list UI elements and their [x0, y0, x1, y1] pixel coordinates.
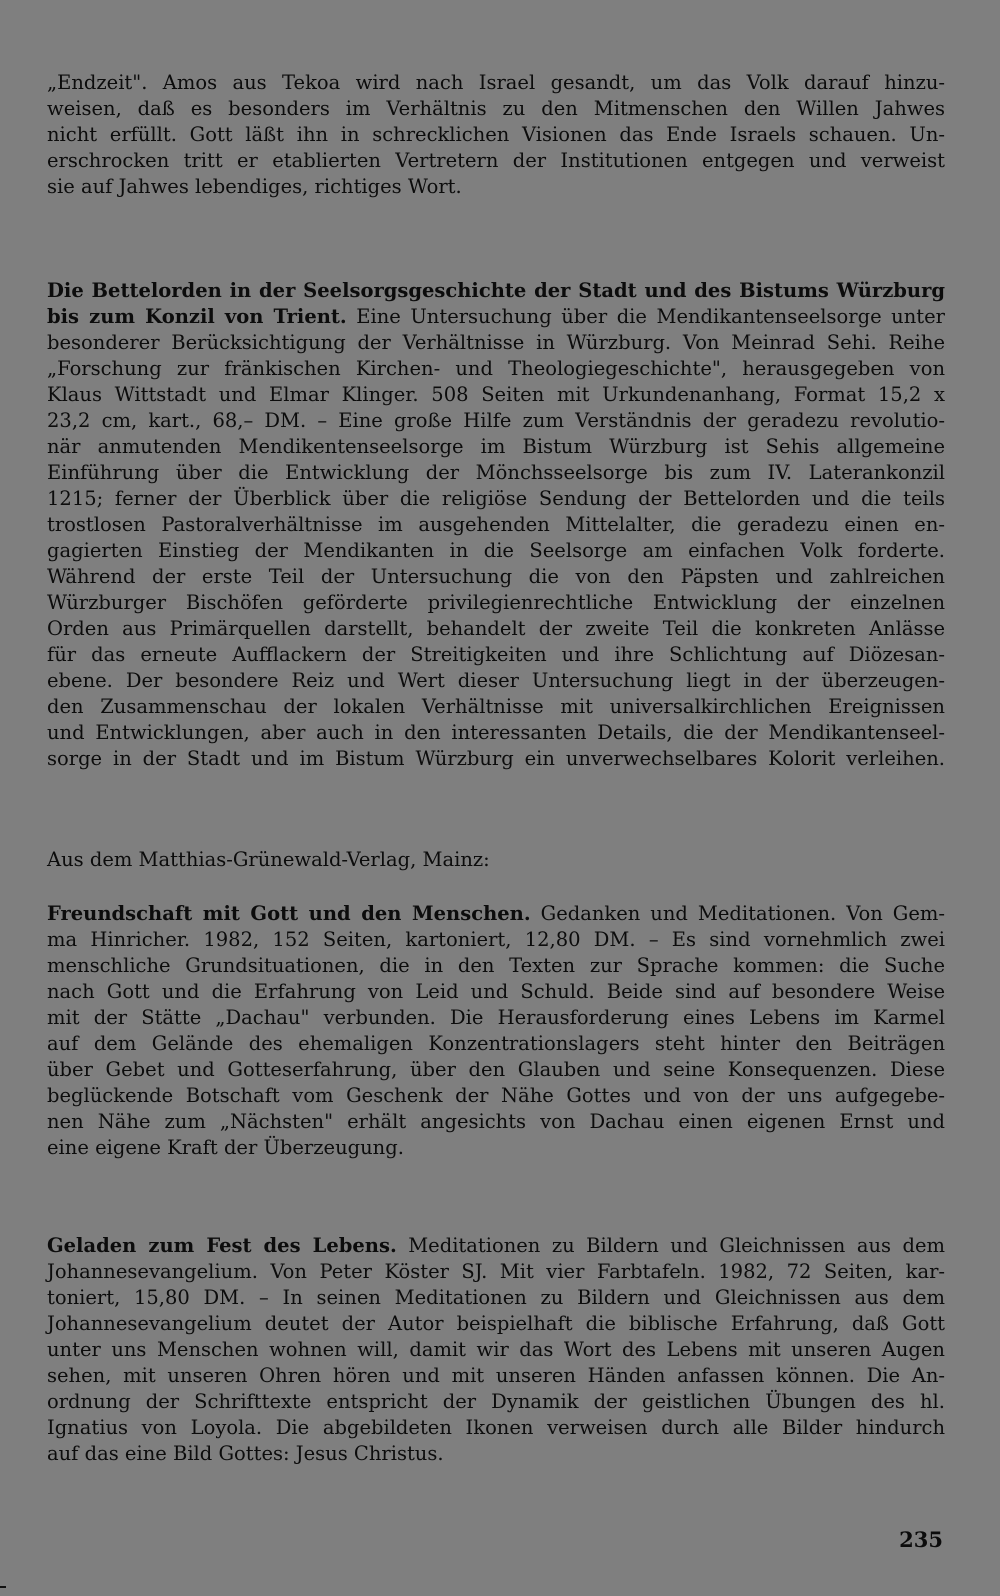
text-line: Einführung über die Entwicklung der Mönchsseelsorge bis zum IV. Laterankonzil: [47, 461, 945, 484]
page-number: 235: [899, 1527, 943, 1552]
text-line: Johannesevangelium deutet der Autor beispielhaft die biblische Erfahrung, daß Gott: [47, 1312, 945, 1335]
text-line: nicht erfüllt. Gott läßt ihn in schrecklichen Visionen das Ende Israels schauen. Un-: [47, 123, 945, 146]
text-line: sehen, mit unseren Ohren hören und mit unseren Händen anfassen können. Die An-: [47, 1364, 945, 1387]
text-line: Während der erste Teil der Untersuchung die von den Päpsten und zahlreichen: [47, 565, 945, 588]
text-line: ebene. Der besondere Reiz und Wert dieser Untersuchung liegt in der überzeugen-: [47, 669, 945, 692]
text-line: auf dem Gelände des ehemaligen Konzentrationslagers steht hinter den Beiträgen: [47, 1032, 945, 1055]
text-line: „Endzeit". Amos aus Tekoa wird nach Israel gesandt, um das Volk darauf hinzu-: [47, 71, 945, 94]
text-line: sorge in der Stadt und im Bistum Würzburg ein unverwechselbares Kolorit verleihen.: [47, 747, 945, 770]
text-line: [47, 901, 945, 927]
text-line: gagierten Einstieg der Mendikanten in die Seelsorge am einfachen Volk forderte.: [47, 539, 945, 562]
text-line: unter uns Menschen wohnen will, damit wir das Wort des Lebens mit unseren Augen: [47, 1338, 945, 1361]
text-line: „Forschung zur fränkischen Kirchen- und Theologiegeschichte", herausgegeben von: [47, 357, 945, 380]
scan-edge-mark: [0, 1586, 6, 1588]
text-line: Klaus Wittstadt und Elmar Klinger. 508 Seiten mit Urkundenanhang, Format 15,2 x: [47, 383, 945, 406]
text-line: den Zusammenschau der lokalen Verhältnisse mit universalkirchlichen Ereignissen: [47, 695, 945, 718]
text-line: für das erneute Aufflackern der Streitigkeiten und ihre Schlichtung auf Diözesan-: [47, 643, 945, 666]
text-line: menschliche Grundsituationen, die in den Texten zur Sprache kommen: die Suche: [47, 954, 945, 977]
text-line: toniert, 15,80 DM. – In seinen Meditationen zu Bildern und Gleichnissen aus dem: [47, 1286, 945, 1309]
text-line: auf das eine Bild Gottes: Jesus Christus.: [47, 1442, 444, 1465]
text-line: när anmutenden Mendikentenseelsorge im Bistum Würzburg ist Sehis allgemeine: [47, 435, 945, 458]
text-line: 1215; ferner der Überblick über die religiöse Sendung der Bettelorden und die teils: [47, 487, 945, 510]
text-line: besonderer Berücksichtigung der Verhältnisse in Würzburg. Von Meinrad Sehi. Reihe: [47, 331, 945, 354]
text-span: Gedanken und Meditationen. Von Gem-: [530, 902, 945, 925]
text-line: beglückende Botschaft vom Geschenk der Nähe Gottes und von der uns aufgegebe-: [47, 1084, 945, 1107]
text-line: ordnung der Schrifttexte entspricht der Dynamik der geistlichen Übungen des hl.: [47, 1390, 945, 1413]
text-line: Orden aus Primärquellen darstellt, behandelt der zweite Teil die konkreten Anlässe: [47, 617, 945, 640]
text-line: über Gebet und Gotteserfahrung, über den Glauben und seine Konsequenzen. Diese: [47, 1058, 945, 1081]
text-line: nach Gott und die Erfahrung von Leid und Schuld. Beide sind auf besondere Weise: [47, 980, 945, 1003]
review-title-cont: bis zum Konzil von Trient.: [47, 305, 347, 328]
review-title: Freundschaft mit Gott und den Menschen.: [47, 902, 531, 925]
text-line: Johannesevangelium. Von Peter Köster SJ. Mit vier Farbtafeln. 1982, 72 Seiten, kar-: [47, 1260, 945, 1283]
text-line: ma Hinricher. 1982, 152 Seiten, kartoniert, 12,80 DM. – Es sind vornehmlich zwei: [47, 928, 945, 951]
text-span: Eine Untersuchung über die Mendikantenseelsorge unter: [346, 305, 945, 328]
text-line: mit der Stätte „Dachau" verbunden. Die Herausforderung eines Lebens im Karmel: [47, 1006, 945, 1029]
text-line: 23,2 cm, kart., 68,– DM. – Eine große Hilfe zum Verständnis der geradezu revolutio-: [47, 409, 945, 432]
review-title: Die Bettelorden in der Seelsorgsgeschichte der Stadt und des Bistums Würzburg: [47, 279, 945, 302]
text-line: trostlosen Pastoralverhältnisse im ausgehenden Mittelalter, die geradezu einen en-: [47, 513, 945, 536]
text-line: sie auf Jahwes lebendiges, richtiges Wort.: [47, 175, 462, 198]
text-line: [47, 1233, 945, 1259]
text-line: Ignatius von Loyola. Die abgebildeten Ikonen verweisen durch alle Bilder hindurch: [47, 1416, 945, 1439]
text-line: und Entwicklungen, aber auch in den interessanten Details, die der Mendikantenseel-: [47, 721, 945, 744]
text-line: eine eigene Kraft der Überzeugung.: [47, 1136, 404, 1159]
text-line: weisen, daß es besonders im Verhältnis zu den Mitmenschen den Willen Jahwes: [47, 97, 945, 120]
text-line: Würzburger Bischöfen geförderte privilegienrechtliche Entwicklung der einzelnen: [47, 591, 945, 614]
text-line: nen Nähe zum „Nächsten" erhält angesichts von Dachau einen eigenen Ernst und: [47, 1110, 945, 1133]
review-title: Geladen zum Fest des Lebens.: [47, 1234, 397, 1257]
publisher-heading: Aus dem Matthias-Grünewald-Verlag, Mainz:: [47, 848, 490, 871]
text-line: erschrocken tritt er etablierten Vertretern der Institutionen entgegen und verweist: [47, 149, 945, 172]
text-line: [47, 304, 945, 330]
text-span: Meditationen zu Bildern und Gleichnissen aus dem: [396, 1234, 945, 1257]
